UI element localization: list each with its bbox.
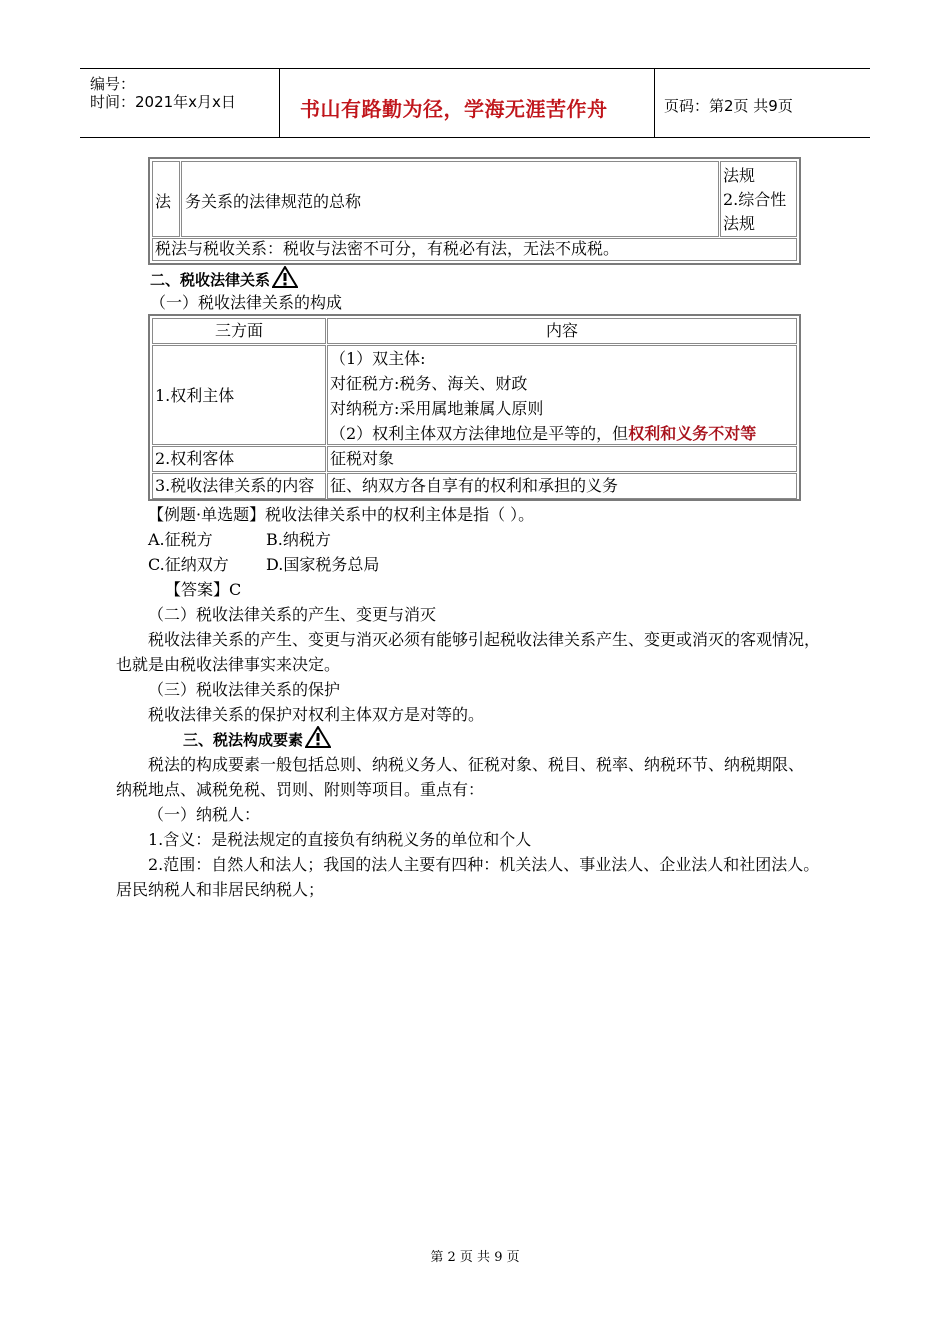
table1-col2 [181,161,719,237]
table2-header-aspect [152,318,326,344]
subsection-3-title: （三）税收法律关系的保护 [148,680,341,699]
table2-row3-label-text: 3.税收法律关系的内容 [155,476,315,495]
table1-col2-text: 务关系的法律规范的总称 [185,192,362,211]
header-page-cell [655,69,870,137]
section2-title [150,266,298,292]
table1-col3-line2: 2.综合性 [723,190,787,209]
option-a: A.征税方 [148,530,213,549]
subsection-2-title: （二）税收法律关系的产生、变更与消灭 [148,605,437,624]
section3-title [183,726,331,752]
time-label: 时间：2021年x月x日 [90,93,236,111]
table1-bottom-row [152,238,797,261]
table2-row1-label [152,345,326,445]
tax-law-table [148,157,801,265]
table2-row2-content-text: 征税对象 [330,449,395,468]
header-info-cell [80,69,280,137]
section2-title-text: 二、税收法律关系 [150,271,271,289]
table2-row3-content-text: 征、纳双方各自享有的权利和承担的义务 [330,476,619,495]
option-b: B.纳税方 [266,530,331,549]
option-d: D.国家税务总局 [266,555,380,574]
table1-col3-line3: 法规 [723,214,756,233]
paragraph-4-line1: 税法的构成要素一般包括总则、纳税义务人、征税对象、税目、税率、纳税环节、纳税期限、 [148,755,805,774]
table2-row2-content [327,446,797,472]
table2-row1-line4-emphasis: 权利和义务不对等 [628,424,757,443]
table2-header-content-text: 内容 [545,321,578,340]
table2-row2-label-text: 2.权利客体 [155,449,235,468]
page-footer: 第 2 页 共 9 页 [430,1250,520,1265]
answer: 【答案】C [165,580,242,599]
table2-row1-line3: 对纳税方:采用属地兼属人原则 [330,399,544,418]
table2-row1-line4-plain: （2）权利主体双方法律地位是平等的，但 [330,424,629,443]
table2-row1-label-text: 1.权利主体 [155,386,235,405]
table2-row1-line4 [330,422,756,446]
header-motto-cell [280,69,655,137]
motto: 书山有路勤为径，学海无涯苦作舟 [300,97,608,121]
table2-header-aspect-text: 三方面 [214,321,263,340]
number-label: 编号： [90,75,136,93]
item-2-line2: 居民纳税人和非居民纳税人； [116,880,325,899]
table2-row2-label [152,446,326,472]
paragraph-2-line2: 也就是由税收法律事实来决定。 [116,655,341,674]
table1-col1 [152,161,180,237]
table1-bottom-text: 税法与税收关系：税收与法密不可分，有税必有法，无法不成税。 [155,239,620,258]
table2-row1-line1: （1）双主体: [330,349,426,368]
page-header [80,68,870,138]
section3-title-text: 三、税法构成要素 [183,731,304,749]
table1-col1-text: 法 [155,192,172,211]
item-2-line1: 2.范围：自然人和法人；我国的法人主要有四种：机关法人、事业法人、企业法人和社团法人。 [148,855,820,874]
paragraph-2-line1: 税收法律关系的产生、变更与消灭必须有能够引起税收法律关系产生、变更或消灭的客观情况， [148,630,821,649]
warning-icon [272,266,298,288]
table2-row1-content [327,345,797,445]
warning-icon [305,726,331,748]
tax-relation-table [148,314,801,501]
table2-header-content [327,318,797,344]
paragraph-4-line2: 纳税地点、减税免税、罚则、附则等项目。重点有： [116,780,485,799]
section2-subtitle: （一）税收法律关系的构成 [150,293,343,312]
table2-row1-line2: 对征税方:税务、海关、财政 [330,374,528,393]
page-label: 页码：第2页 共9页 [664,97,793,115]
paragraph-3: 税收法律关系的保护对权利主体双方是对等的。 [148,705,485,724]
option-c: C.征纳双方 [148,555,229,574]
example-question: 【例题·单选题】税收法律关系中的权利主体是指（ ）。 [148,505,535,524]
subsection-4-title: （一）纳税人： [148,805,261,824]
table2-row3-label [152,473,326,499]
table1-col3 [720,161,797,237]
table2-row3-content [327,473,797,499]
table1-col3-line1: 法规 [723,166,756,185]
item-1: 1.含义：是税法规定的直接负有纳税义务的单位和个人 [148,830,532,849]
